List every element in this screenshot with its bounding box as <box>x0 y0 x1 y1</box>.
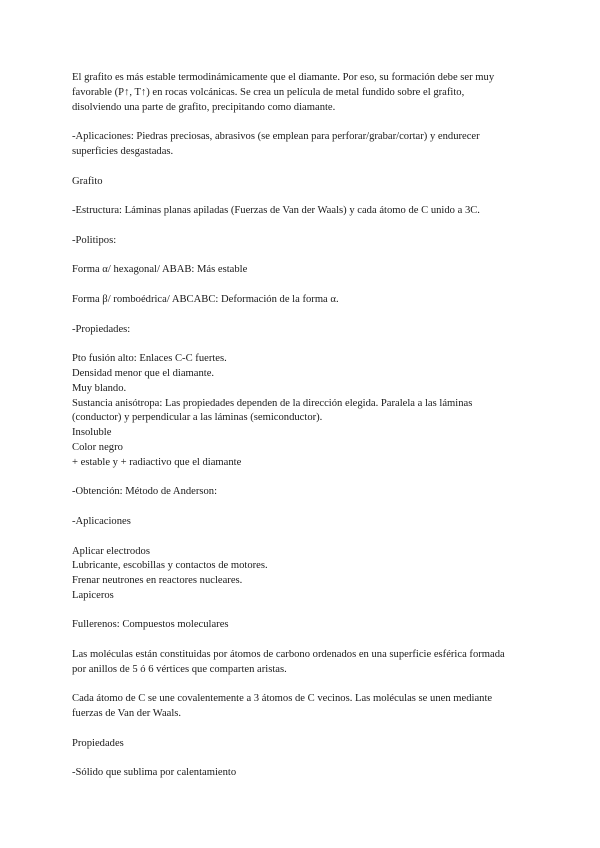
text-line: Forma α/ hexagonal/ ABAB: Más estable <box>72 264 248 276</box>
polytypes-heading <box>72 234 542 249</box>
text-line: -Aplicaciones: Piedras preciosas, abrasivos (se emplean para perforar/grabar/cortar) y endurecer <box>72 131 480 143</box>
heading-text: -Aplicaciones <box>72 515 131 527</box>
heading-text: Propiedades <box>72 737 124 749</box>
text-line: favorable (P↑, T↑) en rocas volcánicas. Se crea un película de metal fundido sobre el grafito, <box>72 86 465 98</box>
text-line: por anillos de 5 ó 6 vértices que comparten aristas. <box>72 663 287 675</box>
diamond-applications-paragraph <box>72 130 542 160</box>
heading-text: -Propiedades: <box>72 323 131 335</box>
fullerenes-heading <box>72 618 542 633</box>
application-item: Lubricante, escobillas y contactos de motores. <box>72 560 268 572</box>
text-line: -Sólido que sublima por calentamiento <box>72 767 237 779</box>
property-item: + estable y + radiactivo que el diamante <box>72 456 242 468</box>
property-item: Densidad menor que el diamante. <box>72 367 215 379</box>
property-item: (conductor) y perpendicular a las láminas (semiconductor). <box>72 412 323 424</box>
application-item: Aplicar electrodos <box>72 545 150 557</box>
heading-text: -Politipos: <box>72 234 117 246</box>
text-line: fuerzas de Van der Waals. <box>72 708 182 720</box>
structure-paragraph <box>72 204 542 219</box>
text-line: superficies desgastadas. <box>72 145 174 157</box>
heading-text: Fullerenos: Compuestos moleculares <box>72 619 229 631</box>
text-line: El grafito es más estable termodinámicamente que el diamante. Por eso, su formación debe ser muy <box>72 72 495 83</box>
property-item: Muy blando. <box>72 382 127 394</box>
heading-text: Grafito <box>72 175 103 187</box>
properties-heading <box>72 323 542 338</box>
graphite-applications-heading <box>72 515 542 530</box>
text-line: -Obtención: Método de Anderson: <box>72 486 218 498</box>
fullerenes-description <box>72 648 542 678</box>
text-line: Las moléculas están constituidas por átomos de carbono ordenados en una superficie esférica formada <box>72 649 505 661</box>
intro-paragraph <box>72 71 542 115</box>
property-item: Insoluble <box>72 427 112 439</box>
fullerene-properties-heading <box>72 737 542 752</box>
beta-form-paragraph <box>72 293 542 308</box>
text-line: -Estructura: Láminas planas apiladas (Fuerzas de Van der Waals) y cada átomo de C unido a 3C. <box>72 205 480 217</box>
property-item: Color negro <box>72 441 123 453</box>
property-item: Sustancia anisótropa: Las propiedades dependen de la dirección elegida. Paralela a las láminas <box>72 397 473 409</box>
document-page <box>72 71 542 796</box>
text-line: Forma β/ romboédrica/ ABCABC: Deformación de la forma α. <box>72 293 339 305</box>
obtaining-paragraph <box>72 485 542 500</box>
graphite-heading <box>72 175 542 190</box>
text-line: disolviendo una parte de grafito, precipitando como diamante. <box>72 101 336 113</box>
graphite-applications-list <box>72 545 542 604</box>
bonding-description <box>72 692 542 722</box>
application-item: Lapiceros <box>72 589 114 601</box>
property-item: Pto fusión alto: Enlaces C-C fuertes. <box>72 353 227 365</box>
properties-list <box>72 352 542 470</box>
sublimation-paragraph <box>72 766 542 781</box>
application-item: Frenar neutrones en reactores nucleares. <box>72 575 243 587</box>
alpha-form-paragraph <box>72 263 542 278</box>
text-line: Cada átomo de C se une covalentemente a 3 átomos de C vecinos. Las moléculas se unen mediante <box>72 693 493 705</box>
